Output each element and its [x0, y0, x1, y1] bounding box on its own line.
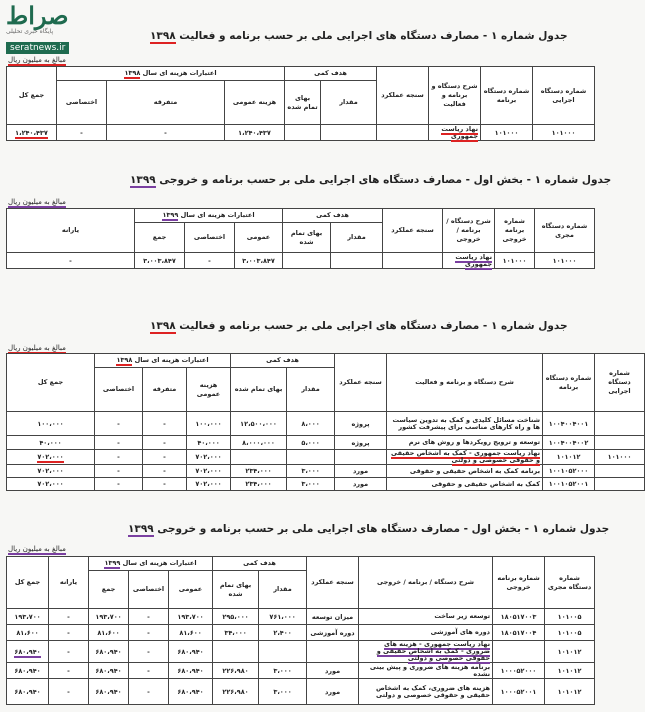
cell-public: ۳،۰۰۳،۸۴۷ — [235, 253, 283, 269]
table-row — [7, 609, 595, 625]
cell-amount: ۷۶۱،۰۰۰ — [259, 609, 307, 625]
cell-prog — [493, 641, 545, 663]
table-row — [7, 663, 595, 679]
cell-exec: ۱۰۱۰۱۲ — [545, 679, 595, 705]
cell-prog: ۱۰۰۱۰۵۲۰۰۱ — [543, 478, 595, 491]
cell-prog: ۱۰۰۱۰۵۲۰۰۰ — [543, 465, 595, 478]
header-measure: سنجه عملکرد — [307, 557, 359, 609]
cell-special: - — [129, 641, 169, 663]
header-credits-year: ۱۳۹۸ — [116, 356, 133, 364]
header-desc: شرح دستگاه و برنامه و فعالیت — [429, 67, 481, 125]
cell-unit-cost — [213, 641, 259, 663]
cell-prog: ۱۸۰۵۱۷۰۰۳ — [493, 609, 545, 625]
cell-total: ۱۰۰،۰۰۰ — [7, 412, 95, 436]
cell-amount: ۲،۴۰۰ — [259, 625, 307, 641]
cell-total — [7, 125, 57, 141]
header-credits — [89, 557, 213, 571]
cell-special: - — [129, 663, 169, 679]
table-row — [7, 641, 595, 663]
header-code-prog: شماره دستگاه برنامه — [481, 67, 533, 125]
cell-total: ۸۱،۶۰۰ — [7, 625, 49, 641]
cell-unit-cost: ۲۹۵،۰۰۰ — [213, 609, 259, 625]
header-special: اختصاصی — [95, 368, 143, 412]
cell-desc-text: نهاد ریاست جمهوری — [441, 124, 479, 140]
table-row — [7, 478, 645, 491]
cell-total-text: ۷۰۲،۰۰۰ — [37, 453, 64, 461]
header-sum: جمع — [89, 571, 129, 609]
cell-exec: ۱۰۱۰۰۰ — [595, 450, 645, 465]
cell-subsidy: - — [7, 253, 135, 269]
header-unit-cost: بهای تمام شده — [283, 223, 331, 253]
cell-prog: ۱۸۰۵۱۷۰۰۴ — [493, 625, 545, 641]
header-target: هدف کمی — [231, 354, 335, 368]
cell-sum: ۶۸۰،۹۴۰ — [89, 641, 129, 663]
header-desc: شرح دستگاه / برنامه / خروجی — [359, 557, 493, 609]
cell-public: ۶۸۰،۹۴۰ — [169, 663, 213, 679]
table4 — [6, 556, 595, 705]
cell-sum: ۸۱،۶۰۰ — [89, 625, 129, 641]
header-credits — [57, 67, 285, 81]
cell-amount — [321, 125, 377, 141]
cell-sum: ۱۹۳،۷۰۰ — [89, 609, 129, 625]
table3 — [6, 353, 645, 491]
header-amount: مقدار — [321, 81, 377, 125]
header-special: اختصاصی — [57, 81, 107, 125]
header-code-prog-out: شماره برنامه خروجی — [493, 557, 545, 609]
cell-desc: دوره های آموزشی — [359, 625, 493, 641]
cell-prog: ۱۰۰۴۰۰۴۰۰۲ — [543, 436, 595, 450]
logo-url: seratnews.ir — [6, 42, 69, 54]
cell-total — [7, 450, 95, 465]
cell-prog: ۱۰۰۰۵۲۰۰۱ — [493, 679, 545, 705]
header-unit-cost: بهای تمام شده — [213, 571, 259, 609]
cell-subsidy: - — [49, 609, 89, 625]
cell-special: - — [95, 412, 143, 436]
cell-misc: - — [107, 125, 225, 141]
cell-public: ۶۸۰،۹۴۰ — [169, 641, 213, 663]
cell-subsidy: - — [49, 641, 89, 663]
header-code-exec-mj: شماره دستگاه مجری — [545, 557, 595, 609]
header-credits-text: اعتبارات هزینه ای سال — [142, 69, 217, 77]
header-subsidy: یارانه — [49, 557, 89, 609]
table-row — [7, 625, 595, 641]
cell-exec: ۱۰۱۰۰۰ — [533, 125, 595, 141]
header-code-prog: شماره دستگاه برنامه — [543, 354, 595, 412]
cell-total: ۷۰۲،۰۰۰ — [7, 465, 95, 478]
cell-sum: ۶۸۰،۹۴۰ — [89, 663, 129, 679]
table2-title-text: جدول شماره ۱ - بخش اول - مصارف دستگاه های اجرایی ملی بر حسب برنامه و خروجی — [159, 174, 612, 186]
header-measure: سنجه عملکرد — [335, 354, 387, 412]
cell-prog: ۱۰۰۰۵۲۰۰۰ — [493, 663, 545, 679]
cell-public: ۱،۲۴۰،۴۳۷ — [225, 125, 285, 141]
header-unit-cost: بهای تمام شده — [231, 368, 287, 412]
cell-unit-cost: ۲۳۴،۰۰۰ — [231, 465, 287, 478]
header-total: جمع کل — [7, 67, 57, 125]
cell-measure: پروژه — [335, 436, 387, 450]
cell-misc: - — [143, 436, 187, 450]
cell-desc-text: نهاد ریاست جمهوری - هزینه های ضروری - کمک به اشخاص حقیقی و حقوقی خصوصی و دولتی — [376, 640, 491, 662]
site-logo — [6, 1, 110, 53]
table-row — [7, 679, 595, 705]
cell-total: ۶۸۰،۹۴۰ — [7, 663, 49, 679]
table-row — [7, 465, 645, 478]
cell-sum: ۶۸۰،۹۴۰ — [89, 679, 129, 705]
table1-year: ۱۳۹۸ — [150, 30, 176, 42]
header-target: هدف کمی — [285, 67, 377, 81]
cell-special: - — [95, 465, 143, 478]
cell-desc — [387, 450, 543, 465]
header-sum: جمع — [135, 223, 185, 253]
cell-desc: توسعه و ترویج رویکردها و روش های نرم — [387, 436, 543, 450]
header-code-prog-out: شماره برنامه خروجی — [495, 209, 535, 253]
cell-prog: ۱۰۱۰۱۲ — [543, 450, 595, 465]
table4-title — [128, 523, 609, 535]
cell-public: ۱۹۳،۷۰۰ — [169, 609, 213, 625]
header-public: هزینه عمومی — [225, 81, 285, 125]
header-public: عمومی — [169, 571, 213, 609]
table3-title-text: جدول شماره ۱ - مصارف دستگاه های اجرایی ملی بر حسب برنامه و فعالیت — [179, 320, 568, 332]
cell-special: - — [129, 609, 169, 625]
header-amount: مقدار — [287, 368, 335, 412]
cell-exec — [595, 412, 645, 436]
cell-unit-cost: ۲۳۴،۰۰۰ — [231, 478, 287, 491]
cell-amount: ۳،۰۰۰ — [287, 478, 335, 491]
cell-measure: مورد — [335, 465, 387, 478]
header-misc: متفرقه — [143, 368, 187, 412]
cell-unit-cost: ۲۲۶،۹۸۰ — [213, 663, 259, 679]
header-target: هدف کمی — [283, 209, 383, 223]
cell-total — [7, 641, 49, 663]
cell-amount: ۳،۰۰۰ — [259, 663, 307, 679]
header-subsidy: یارانه — [7, 209, 135, 253]
table2 — [6, 208, 595, 269]
cell-exec — [595, 478, 645, 491]
cell-special: - — [95, 478, 143, 491]
header-unit-cost: بهای تمام شده — [285, 81, 321, 125]
cell-desc-text: نهاد ریاست جمهوری — [455, 252, 493, 268]
cell-desc — [443, 253, 495, 269]
cell-measure — [307, 641, 359, 663]
cell-unit-cost: ۲۲۶،۹۸۰ — [213, 679, 259, 705]
cell-unit-cost — [231, 450, 287, 465]
cell-misc: - — [143, 412, 187, 436]
logo-mark: صراط — [6, 1, 69, 30]
table1-title-text: جدول شماره ۱ - مصارف دستگاه های اجرایی ملی بر حسب برنامه و فعالیت — [179, 30, 568, 42]
cell-measure: میزان توسعه — [307, 609, 359, 625]
cell-misc: - — [143, 465, 187, 478]
table3-title — [150, 320, 568, 332]
cell-desc: هزینه های ضروری، کمک به اشخاص حقیقی و حقوقی خصوصی و دولتی — [359, 679, 493, 705]
table2-unit-label: مبالغ به میلیون ریال — [8, 198, 66, 206]
table1 — [6, 66, 595, 141]
header-code-exec-mj: شماره دستگاه مجری — [535, 209, 595, 253]
cell-amount: ۳،۰۰۰ — [259, 679, 307, 705]
header-credits — [95, 354, 231, 368]
cell-amount: ۳،۰۰۰ — [287, 465, 335, 478]
cell-special: - — [95, 450, 143, 465]
cell-misc: - — [143, 478, 187, 491]
header-public: عمومی — [235, 223, 283, 253]
table1-unit-label: مبالغ به میلیون ریال — [8, 56, 66, 64]
cell-exec: ۱۰۱۰۰۵ — [545, 625, 595, 641]
header-measure: سنجه عملکرد — [383, 209, 443, 253]
header-credits-year: ۱۳۹۹ — [162, 211, 179, 219]
table2-year: ۱۳۹۹ — [130, 174, 156, 186]
cell-public: ۴۰،۰۰۰ — [187, 436, 231, 450]
header-total: جمع کل — [7, 557, 49, 609]
cell-subsidy: - — [49, 679, 89, 705]
table4-year: ۱۳۹۹ — [128, 523, 154, 535]
cell-desc: برنامه هزینه های ضروری و پیش بینی نشده — [359, 663, 493, 679]
cell-total: ۱۹۳،۷۰۰ — [7, 609, 49, 625]
cell-exec: ۱۰۱۰۰۰ — [535, 253, 595, 269]
cell-special: - — [95, 436, 143, 450]
header-credits-text: اعتبارات هزینه ای سال — [180, 211, 255, 219]
cell-special: - — [57, 125, 107, 141]
cell-measure — [335, 450, 387, 465]
table-row — [7, 450, 645, 465]
header-credits-text: اعتبارات هزینه ای سال — [134, 356, 209, 364]
cell-unit-cost: ۱۲،۵۰۰،۰۰۰ — [231, 412, 287, 436]
cell-exec: ۱۰۱۰۱۲ — [545, 641, 595, 663]
table3-unit-label: مبالغ به میلیون ریال — [8, 344, 66, 352]
cell-total: ۴۰،۰۰۰ — [7, 436, 95, 450]
header-public: هزینه عمومی — [187, 368, 231, 412]
table1-title — [150, 30, 568, 42]
cell-subsidy: - — [49, 625, 89, 641]
cell-special: - — [185, 253, 235, 269]
header-code-exec: شماره دستگاه اجرایی — [595, 354, 645, 412]
cell-desc — [359, 641, 493, 663]
header-credits-text: اعتبارات هزینه ای سال — [122, 559, 197, 567]
header-desc: شرح دستگاه / برنامه / خروجی — [443, 209, 495, 253]
table-row — [7, 412, 645, 436]
header-misc: متفرقه — [107, 81, 225, 125]
table-row — [7, 253, 595, 269]
header-special: اختصاصی — [129, 571, 169, 609]
table-row — [7, 436, 645, 450]
cell-measure — [383, 253, 443, 269]
header-credits-year: ۱۳۹۹ — [104, 559, 121, 567]
cell-exec — [595, 436, 645, 450]
cell-unit-cost: ۳۴،۰۰۰ — [213, 625, 259, 641]
header-target: هدف کمی — [213, 557, 307, 571]
cell-desc-text: نهاد ریاست جمهوری - کمک به اشخاص حقیقی و حقوقی خصوصی و دولتی — [391, 449, 541, 464]
cell-exec — [595, 465, 645, 478]
cell-amount: ۵،۰۰۰ — [287, 436, 335, 450]
cell-measure: مورد — [307, 679, 359, 705]
cell-prog: ۱۰۱۰۰۰ — [481, 125, 533, 141]
cell-amount: ۸،۰۰۰ — [287, 412, 335, 436]
cell-total-text: ۱،۲۴۰،۴۳۷ — [15, 128, 48, 137]
cell-prog: ۱۰۰۴۰۰۴۰۰۱ — [543, 412, 595, 436]
header-credits — [135, 209, 283, 223]
header-amount: مقدار — [259, 571, 307, 609]
cell-exec: ۱۰۱۰۱۲ — [545, 663, 595, 679]
header-total: جمع کل — [7, 354, 95, 412]
table2-title — [130, 174, 611, 186]
cell-public: ۷۰۲،۰۰۰ — [187, 450, 231, 465]
logo-tagline: پایگاه خبری تحلیلی — [6, 28, 54, 35]
cell-public: ۸۱،۶۰۰ — [169, 625, 213, 641]
cell-misc: - — [143, 450, 187, 465]
cell-public: ۷۰۲،۰۰۰ — [187, 465, 231, 478]
cell-prog: ۱۰۱۰۰۰ — [495, 253, 535, 269]
cell-unit-cost: ۸،۰۰۰،۰۰۰ — [231, 436, 287, 450]
cell-amount — [259, 641, 307, 663]
cell-measure — [377, 125, 429, 141]
cell-total: ۶۸۰،۹۴۰ — [7, 679, 49, 705]
cell-amount — [331, 253, 383, 269]
cell-subsidy: - — [49, 663, 89, 679]
cell-measure: مورد — [307, 663, 359, 679]
cell-public: ۱۰۰،۰۰۰ — [187, 412, 231, 436]
cell-total-text: ۶۸۰،۹۴۰ — [14, 647, 41, 656]
cell-public: ۷۰۲،۰۰۰ — [187, 478, 231, 491]
header-desc: شرح دستگاه و برنامه و فعالیت — [387, 354, 543, 412]
table-row — [7, 125, 595, 141]
cell-amount — [287, 450, 335, 465]
cell-desc: برنامه کمک به اشخاص حقیقی و حقوقی — [387, 465, 543, 478]
cell-exec: ۱۰۱۰۰۵ — [545, 609, 595, 625]
header-code-exec: شماره دستگاه اجرایی — [533, 67, 595, 125]
cell-measure: دوره آموزشی — [307, 625, 359, 641]
table4-title-text: جدول شماره ۱ - بخش اول - مصارف دستگاه های اجرایی ملی بر حسب برنامه و خروجی — [157, 523, 610, 535]
cell-measure: پروژه — [335, 412, 387, 436]
table3-year: ۱۳۹۸ — [150, 320, 176, 332]
cell-desc — [429, 125, 481, 141]
header-special: اختصاصی — [185, 223, 235, 253]
cell-unit-cost — [285, 125, 321, 141]
table4-unit-label: مبالغ به میلیون ریال — [8, 545, 66, 553]
cell-sum: ۳،۰۰۳،۸۴۷ — [135, 253, 185, 269]
header-measure: سنجه عملکرد — [377, 67, 429, 125]
cell-measure: مورد — [335, 478, 387, 491]
cell-desc: کمک به اشخاص حقیقی و حقوقی — [387, 478, 543, 491]
cell-desc: شناخت مسائل کلیدی و کمک به تدوین سیاست ها و راه کارهای مناسب برای پیشرفت کشور — [387, 412, 543, 436]
cell-unit-cost — [283, 253, 331, 269]
cell-desc: توسعه زیر ساخت — [359, 609, 493, 625]
cell-public: ۶۸۰،۹۴۰ — [169, 679, 213, 705]
header-amount: مقدار — [331, 223, 383, 253]
cell-special: - — [129, 625, 169, 641]
cell-total: ۷۰۲،۰۰۰ — [7, 478, 95, 491]
header-credits-year: ۱۳۹۸ — [124, 69, 141, 77]
cell-special: - — [129, 679, 169, 705]
